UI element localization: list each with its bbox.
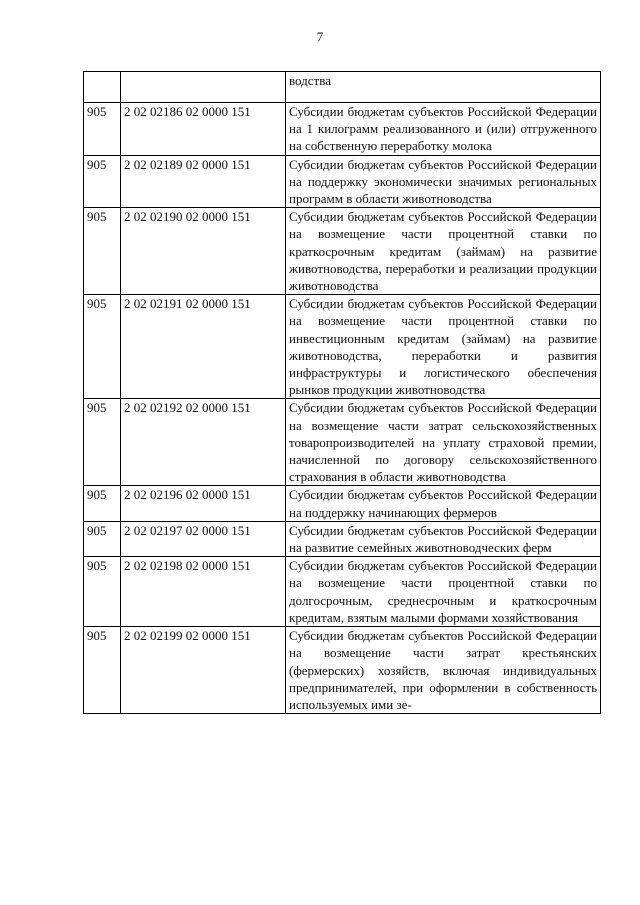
admin-code-cell [84, 72, 121, 103]
description-cell: Субсидии бюджетам субъектов Российской Федерации на возмещение части затрат сельскохозяйственных товаропроизводителей на уплату страховой премии, начисленной по договору сельскохозяйственного страхования в области животноводства [286, 399, 601, 486]
description-cell: водства [286, 72, 601, 103]
table-row [84, 399, 601, 486]
description-cell: Субсидии бюджетам субъектов Российской Федерации на возмещение части затрат крестьянских (фермерских) хозяйств, включая индивидуальных предпринимателей, при оформлении в собственность используемых ими зе- [286, 627, 601, 714]
page-number: 7 [316, 29, 324, 44]
budget-code-cell: 2 02 02189 02 0000 151 [121, 155, 286, 208]
table-row [84, 155, 601, 208]
admin-code-cell: 905 [84, 155, 121, 208]
description-cell: Субсидии бюджетам субъектов Российской Федерации на поддержку начинающих фермеров [286, 486, 601, 521]
admin-code-cell: 905 [84, 521, 121, 556]
admin-code-cell: 905 [84, 486, 121, 521]
budget-code-cell: 2 02 02199 02 0000 151 [121, 627, 286, 714]
description-cell: Субсидии бюджетам субъектов Российской Федерации на поддержку экономически значимых региональных программ в области животноводства [286, 155, 601, 208]
budget-classification-table [83, 71, 601, 714]
table-row [84, 486, 601, 521]
budget-code-cell: 2 02 02190 02 0000 151 [121, 208, 286, 295]
budget-code-cell: 2 02 02186 02 0000 151 [121, 103, 286, 156]
table-row [84, 557, 601, 627]
table-row [84, 103, 601, 156]
budget-code-cell: 2 02 02192 02 0000 151 [121, 399, 286, 486]
budget-code-cell: 2 02 02191 02 0000 151 [121, 295, 286, 399]
description-cell: Субсидии бюджетам субъектов Российской Федерации на возмещение части процентной ставки по долгосрочным, среднесрочным и краткосрочным кредитам, взятым малыми формами хозяйствования [286, 557, 601, 627]
description-cell: Субсидии бюджетам субъектов Российской Федерации на 1 килограмм реализованного и (или) отгруженного на собственную переработку молока [286, 103, 601, 156]
admin-code-cell: 905 [84, 557, 121, 627]
admin-code-cell: 905 [84, 103, 121, 156]
budget-code-cell [121, 72, 286, 103]
budget-code-cell: 2 02 02198 02 0000 151 [121, 557, 286, 627]
description-cell: Субсидии бюджетам субъектов Российской Федерации на развитие семейных животноводческих ферм [286, 521, 601, 556]
description-cell: Субсидии бюджетам субъектов Российской Федерации на возмещение части процентной ставки по краткосрочным кредитам (займам) на развитие животноводства, переработки и реализации продукции животноводства [286, 208, 601, 295]
budget-code-cell: 2 02 02196 02 0000 151 [121, 486, 286, 521]
table-row [84, 521, 601, 556]
continuation-row [84, 72, 601, 103]
description-cell: Субсидии бюджетам субъектов Российской Федерации на возмещение части процентной ставки по инвестиционным кредитам (займам) на развитие животноводства, переработки и развития инфраструктуры и логистического обеспечения рынков продукции животноводства [286, 295, 601, 399]
admin-code-cell: 905 [84, 295, 121, 399]
admin-code-cell: 905 [84, 399, 121, 486]
table-row [84, 627, 601, 714]
admin-code-cell: 905 [84, 208, 121, 295]
table-row [84, 208, 601, 295]
budget-code-cell: 2 02 02197 02 0000 151 [121, 521, 286, 556]
admin-code-cell: 905 [84, 627, 121, 714]
table-row [84, 295, 601, 399]
